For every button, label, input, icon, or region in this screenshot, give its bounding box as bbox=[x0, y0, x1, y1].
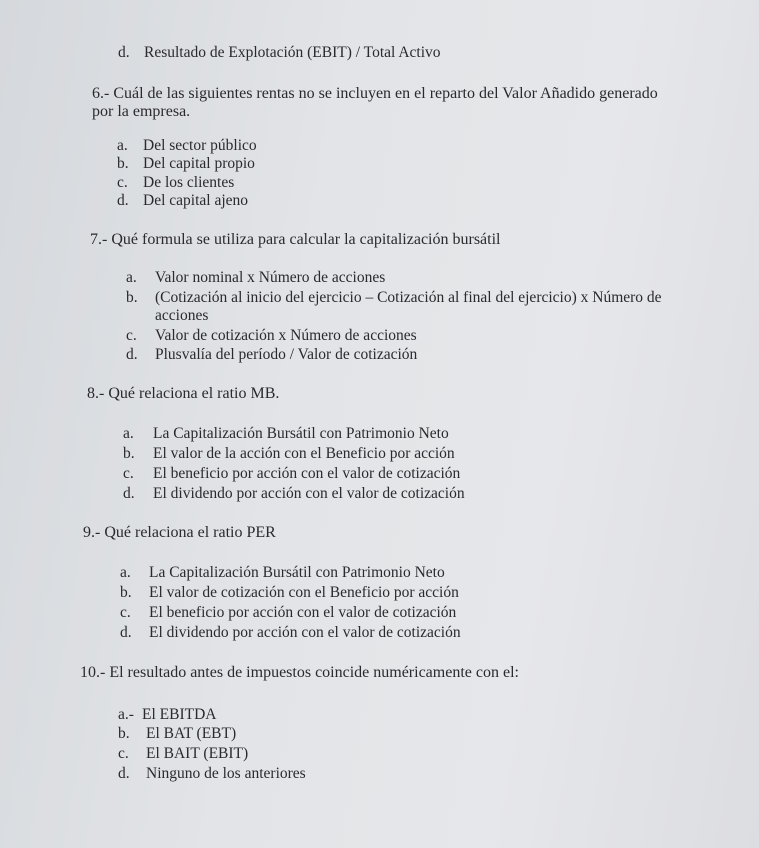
option-text: El valor de cotización con el Beneficio por acción bbox=[149, 584, 459, 601]
option-letter: c. bbox=[118, 745, 129, 762]
question-6-title-line2: por la empresa. bbox=[92, 103, 191, 120]
option-text: Del sector público bbox=[143, 137, 257, 154]
question-8-option-c bbox=[123, 466, 460, 482]
question-10-option-c bbox=[118, 746, 248, 762]
option-letter: d. bbox=[120, 624, 132, 641]
option-text: El BAT (EBT) bbox=[146, 725, 237, 742]
option-letter: b. bbox=[117, 155, 129, 172]
option-letter: d. bbox=[118, 765, 130, 782]
question-9-option-b bbox=[120, 585, 459, 601]
question-6-option-a bbox=[117, 138, 257, 154]
question-8-option-b bbox=[123, 446, 455, 462]
option-letter: a. bbox=[117, 137, 128, 154]
question-7-title: 7.- Qué formula se utiliza para calcular la capitalización bursátil bbox=[90, 231, 501, 248]
question-8-title: 8.- Qué relaciona el ratio MB. bbox=[87, 385, 280, 402]
option-text: Del capital propio bbox=[143, 155, 255, 172]
question-6-option-b bbox=[117, 156, 255, 172]
question-8-option-a bbox=[123, 426, 449, 442]
option-text: El BAIT (EBIT) bbox=[146, 745, 249, 762]
option-letter: a. bbox=[123, 425, 134, 442]
question-6-option-d bbox=[117, 193, 248, 209]
question-7-option-c bbox=[126, 328, 417, 344]
option-text: El dividendo por acción con el valor de cotización bbox=[153, 485, 465, 502]
question-6-option-c bbox=[117, 175, 234, 191]
option-letter: d. bbox=[123, 485, 135, 502]
option-letter: b. bbox=[123, 445, 135, 462]
option-letter: d. bbox=[118, 44, 130, 61]
option-letter: a.- bbox=[118, 706, 134, 723]
option-text: Plusvalía del período / Valor de cotización bbox=[155, 346, 418, 363]
option-letter: b. bbox=[126, 289, 138, 306]
option-text: Resultado de Explotación (EBIT) / Total Activo bbox=[144, 44, 441, 61]
option-text: La Capitalización Bursátil con Patrimonio Neto bbox=[153, 425, 449, 442]
question-9-option-d bbox=[120, 625, 461, 641]
question-6-title-line1: 6.- Cuál de las siguientes rentas no se incluyen en el reparto del Valor Añadido generado bbox=[92, 85, 658, 102]
option-text: De los clientes bbox=[143, 174, 235, 191]
option-letter: b. bbox=[118, 725, 130, 742]
option-letter: c. bbox=[117, 174, 128, 191]
question-10-option-b bbox=[118, 726, 236, 742]
option-letter: d. bbox=[117, 192, 129, 209]
option-text: El beneficio por acción con el valor de cotización bbox=[149, 604, 457, 621]
option-letter: b. bbox=[120, 584, 132, 601]
option-text: El beneficio por acción con el valor de cotización bbox=[153, 465, 461, 482]
carryover-option bbox=[118, 45, 441, 61]
option-letter: c. bbox=[120, 604, 131, 621]
question-9-option-a bbox=[120, 565, 445, 581]
option-letter: d. bbox=[126, 346, 138, 363]
question-10-option-d bbox=[118, 766, 306, 782]
question-7-option-b bbox=[126, 290, 662, 306]
option-text: Valor nominal x Número de acciones bbox=[155, 269, 386, 286]
question-9-title: 9.- Qué relaciona el ratio PER bbox=[83, 524, 276, 541]
option-letter: c. bbox=[126, 327, 137, 344]
question-7-option-b-continuation: acciones bbox=[155, 307, 209, 324]
option-text: (Cotización al inicio del ejercicio – Cotización al final del ejercicio) x Número de bbox=[155, 289, 662, 306]
option-text: El EBITDA bbox=[142, 706, 217, 723]
option-text: Valor de cotización x Número de acciones bbox=[155, 327, 417, 344]
question-7-option-a bbox=[126, 270, 385, 286]
option-letter: a. bbox=[126, 269, 137, 286]
question-9-option-c bbox=[120, 605, 456, 621]
option-text: El dividendo por acción con el valor de cotización bbox=[149, 624, 461, 641]
option-text: El valor de la acción con el Beneficio por acción bbox=[153, 445, 455, 462]
option-letter: c. bbox=[123, 465, 134, 482]
option-text: La Capitalización Bursátil con Patrimonio Neto bbox=[149, 564, 445, 581]
question-8-option-d bbox=[123, 486, 465, 502]
option-letter: a. bbox=[120, 564, 131, 581]
option-text: Del capital ajeno bbox=[143, 192, 249, 209]
question-10-option-a bbox=[118, 707, 216, 723]
question-10-title: 10.- El resultado antes de impuestos coincide numéricamente con el: bbox=[80, 664, 519, 681]
option-text: Ninguno de los anteriores bbox=[146, 765, 306, 782]
question-7-option-d bbox=[126, 347, 417, 363]
